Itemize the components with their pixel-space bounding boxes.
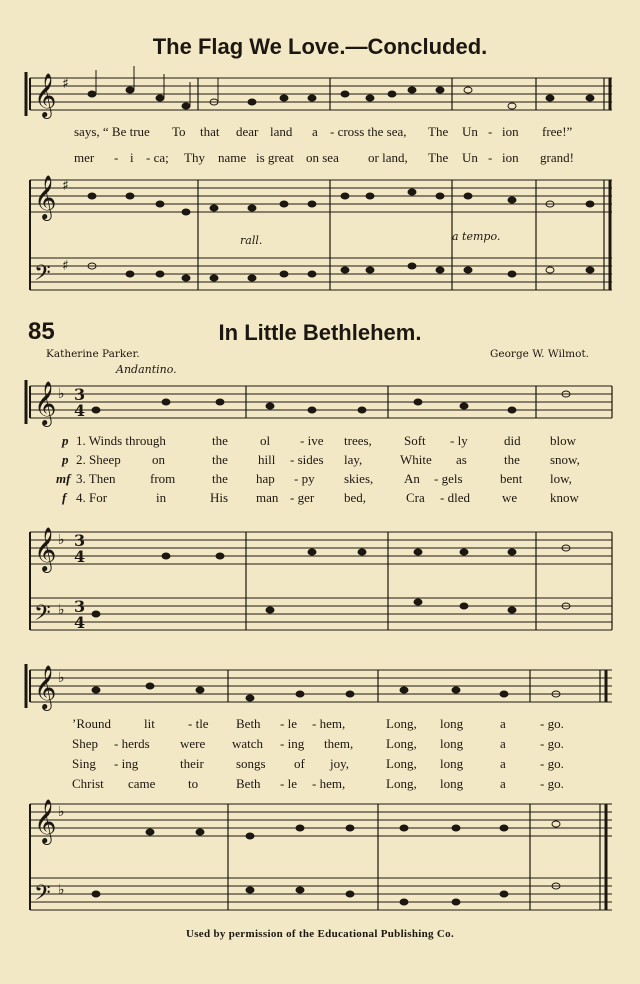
svg-text:♭: ♭ [58, 882, 65, 898]
svg-text:4: 4 [74, 401, 86, 420]
svg-text:♭: ♭ [58, 532, 65, 548]
svg-text:𝄞: 𝄞 [34, 665, 57, 709]
staff-1-treble-2 [30, 180, 612, 212]
svg-text:4: 4 [74, 613, 86, 632]
a-tempo-marking: a tempo. [452, 230, 501, 243]
staff-2a-bass [30, 598, 612, 630]
svg-text:3: 3 [74, 597, 86, 616]
svg-text:𝄢: 𝄢 [34, 601, 51, 631]
staff-1-treble [30, 78, 612, 110]
svg-text:4: 4 [74, 547, 86, 566]
rall-marking: rall. [240, 234, 263, 247]
svg-text:♭: ♭ [58, 670, 65, 686]
svg-text:♭: ♭ [58, 804, 65, 820]
bass-clef-icon: 𝄢 [34, 261, 51, 291]
staff-2a-treble [30, 386, 612, 418]
svg-text:♭: ♭ [58, 602, 65, 618]
svg-text:𝄞: 𝄞 [34, 527, 57, 571]
svg-text:𝄞: 𝄞 [34, 799, 57, 843]
dynamic-marking: p [62, 452, 69, 467]
staff-1-bass [30, 258, 612, 290]
staff-2b-treble-2 [30, 804, 612, 836]
author: Katherine Parker. [46, 348, 140, 360]
svg-text:3: 3 [74, 385, 86, 404]
svg-text:3: 3 [74, 531, 86, 550]
composer: George W. Wilmot. [490, 348, 590, 360]
dynamic-marking: mf [56, 471, 71, 486]
hymn-title: In Little Bethlehem. [218, 320, 422, 345]
sharp-icon: ♯ [62, 76, 69, 92]
dynamic-marking: p [62, 433, 69, 448]
dynamic-marking: f [62, 490, 67, 505]
staff-2a-treble-2 [30, 532, 612, 564]
svg-text:♯: ♯ [62, 178, 69, 194]
hymn-number: 85 [28, 318, 55, 345]
treble-clef-icon: 𝄞 [34, 175, 57, 219]
page-title: The Flag We Love.—Concluded. [152, 34, 488, 59]
permission-footer: Used by permission of the Educational Publishing Co. [185, 928, 455, 940]
staff-2b-treble [30, 670, 612, 702]
svg-text:𝄞: 𝄞 [34, 381, 57, 425]
staff-2b-bass [30, 878, 612, 910]
svg-text:𝄢: 𝄢 [34, 881, 51, 911]
treble-clef-icon: 𝄞 [34, 73, 57, 117]
tempo-marking: Andantino. [116, 363, 177, 376]
svg-text:♯: ♯ [62, 258, 69, 274]
flat-icon: ♭ [58, 386, 65, 402]
